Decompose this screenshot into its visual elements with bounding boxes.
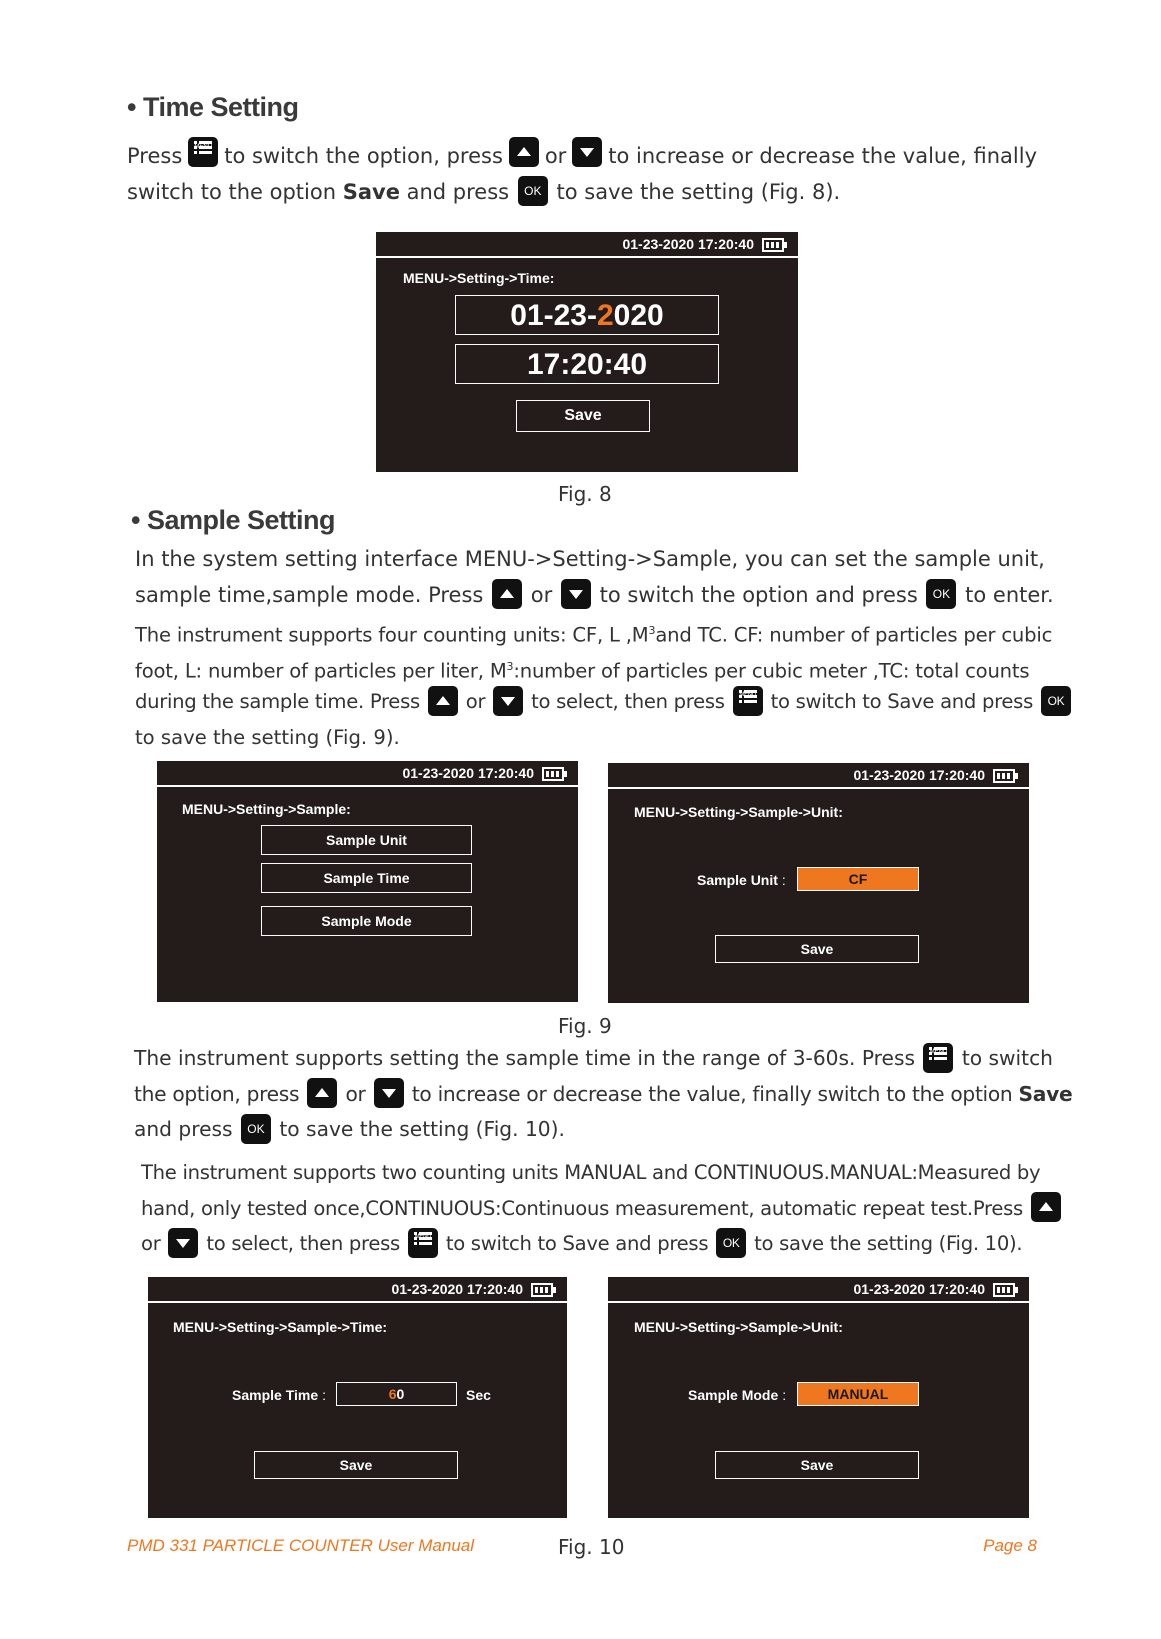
paragraph-line <box>134 1112 1046 1148</box>
sample-mode-paragraph <box>141 1155 1061 1262</box>
time-setting-paragraph <box>127 139 1037 210</box>
colon: : <box>322 1387 327 1403</box>
word: set <box>834 547 867 571</box>
text: to switch the option and press <box>599 582 918 607</box>
text: during the sample time. Press <box>135 690 420 713</box>
fig8-caption: Fig. 8 <box>558 482 612 506</box>
text: The instrument supports setting the sample time in the range of 3-60s. Press <box>134 1046 915 1070</box>
paragraph-line <box>135 613 1053 649</box>
text: to switch to Save and press <box>445 1232 709 1255</box>
down-arrow-key-icon <box>572 137 602 167</box>
battery-icon <box>993 769 1015 783</box>
sample-mode-label <box>688 1387 786 1403</box>
up-arrow-key-icon <box>509 137 539 167</box>
text: The instrument supports four counting units: CF, L ,M <box>135 623 649 647</box>
fig10-caption: Fig. 10 <box>558 1535 625 1559</box>
datetime: 01-23-2020 17:20:40 <box>402 765 534 781</box>
paragraph-line <box>127 139 1037 175</box>
sample-time-label <box>232 1387 326 1403</box>
menu-key-icon <box>923 1043 953 1073</box>
value-text: 0 <box>396 1386 405 1402</box>
menu-path: MENU->Setting->Sample->Unit: <box>634 804 843 820</box>
menu-path: MENU->Setting->Sample: <box>182 801 351 817</box>
text: to increase or decrease the value, finally <box>608 144 1037 168</box>
text: to switch <box>961 1046 1053 1070</box>
word: can <box>790 547 828 571</box>
text: the option, press <box>134 1081 300 1106</box>
date-text: 020 <box>613 299 664 332</box>
value-cursor-digit: 6 <box>388 1386 397 1402</box>
save-button: Save <box>516 400 650 432</box>
up-arrow-key-icon <box>307 1078 337 1108</box>
word: interface <box>364 547 459 571</box>
time-setting-heading: • Time Setting <box>127 92 299 122</box>
status-bar <box>376 232 798 258</box>
up-arrow-key-icon <box>1031 1192 1061 1222</box>
paragraph-line-justified <box>135 542 1045 578</box>
date-text: 01-23- <box>510 299 597 332</box>
status-bar <box>608 1277 1029 1303</box>
ok-key-icon: OK <box>518 176 548 206</box>
menu-key-label: MENU <box>929 1049 948 1055</box>
status-bar <box>148 1277 567 1303</box>
datetime: 01-23-2020 17:20:40 <box>853 767 985 783</box>
text: to switch to Save and press <box>770 690 1034 713</box>
date-field <box>455 295 719 335</box>
paragraph-line <box>135 684 1065 720</box>
menu-item-sample-time: Sample Time <box>261 863 472 893</box>
colon: : <box>781 872 786 888</box>
battery-icon <box>993 1283 1015 1297</box>
battery-icon <box>542 767 564 781</box>
menu-key-label: MENU <box>739 692 756 698</box>
word: unit, <box>997 547 1045 571</box>
word: system <box>202 547 279 571</box>
text: foot, L: number of particles per liter, M <box>135 659 507 683</box>
sample-setting-paragraph <box>135 542 1065 755</box>
label-text: Sample Time <box>232 1387 319 1403</box>
fig9a-screen <box>157 761 578 1002</box>
up-arrow-key-icon <box>492 579 522 609</box>
paragraph-line <box>141 1191 1061 1227</box>
menu-key-icon <box>188 137 218 167</box>
label-text: Sample Mode <box>688 1387 779 1403</box>
text: or <box>345 1081 366 1106</box>
text: and press <box>406 179 510 204</box>
time-field: 17:20:40 <box>455 344 719 384</box>
paragraph-line <box>134 1077 1073 1113</box>
fig10b-screen <box>608 1277 1029 1518</box>
text: or <box>141 1232 161 1255</box>
sample-time-paragraph <box>134 1041 1073 1148</box>
footer-page-number: Page 8 <box>983 1536 1037 1555</box>
menu-key-icon <box>733 686 763 716</box>
superscript: 3 <box>506 659 514 673</box>
menu-path: MENU->Setting->Sample->Unit: <box>634 1319 843 1335</box>
menu-path: MENU->Setting->Time: <box>403 270 555 286</box>
bold-text: Save <box>342 179 400 204</box>
sample-unit-label <box>697 872 786 888</box>
down-arrow-key-icon <box>561 579 591 609</box>
text: and press <box>134 1117 233 1141</box>
down-arrow-key-icon <box>168 1228 198 1258</box>
word: MENU->Setting->Sample, <box>464 547 739 571</box>
save-button: Save <box>715 935 919 963</box>
menu-key-label: MENU <box>194 143 213 150</box>
battery-icon <box>531 1283 553 1297</box>
unit-label: Sec <box>466 1387 491 1403</box>
text: Press <box>127 144 183 168</box>
ok-key-icon: OK <box>926 579 956 609</box>
paragraph-line: The instrument supports two counting units MANUAL and CONTINUOUS.MANUAL:Measured by <box>141 1161 1041 1184</box>
bold-text: Save <box>1018 1081 1073 1106</box>
text: to save the setting (Fig. 10). <box>754 1232 1023 1255</box>
up-arrow-key-icon <box>428 686 458 716</box>
text: or <box>544 144 567 168</box>
status-bar <box>157 761 578 787</box>
word: you <box>744 547 784 571</box>
text: switch to the option <box>127 179 337 204</box>
superscript: 3 <box>648 624 656 637</box>
sample-time-value <box>336 1382 457 1406</box>
datetime: 01-23-2020 17:20:40 <box>391 1281 523 1297</box>
fig10a-screen <box>148 1277 567 1518</box>
word: setting <box>284 547 358 571</box>
text: to select, then press <box>531 690 725 713</box>
colon: : <box>782 1387 787 1403</box>
menu-key-icon <box>408 1228 438 1258</box>
sample-mode-value: MANUAL <box>797 1382 919 1406</box>
battery-icon <box>762 238 784 252</box>
paragraph-line: to save the setting (Fig. 9). <box>135 725 400 749</box>
ok-key-icon: OK <box>716 1228 746 1258</box>
paragraph-line <box>134 1041 1053 1077</box>
word: sample <box>914 547 991 571</box>
word: In <box>135 547 155 571</box>
save-button: Save <box>715 1451 919 1479</box>
footer-manual-title: PMD 331 PARTICLE COUNTER User Manual <box>127 1536 475 1555</box>
datetime: 01-23-2020 17:20:40 <box>853 1281 985 1297</box>
text: or <box>530 582 553 607</box>
menu-key-label: MENU <box>414 1234 432 1240</box>
text: and TC. CF: number of particles per cubic <box>655 623 1053 647</box>
fig9-caption: Fig. 9 <box>558 1014 612 1038</box>
date-cursor-digit: 2 <box>596 299 614 332</box>
status-bar <box>608 763 1029 789</box>
text: :number of particles per cubic meter ,TC: total counts <box>513 659 1030 683</box>
down-arrow-key-icon <box>493 686 523 716</box>
paragraph-line <box>127 175 1037 211</box>
menu-path: MENU->Setting->Sample->Time: <box>173 1319 388 1335</box>
text: to save the setting (Fig. 8). <box>556 179 841 204</box>
datetime: 01-23-2020 17:20:40 <box>622 236 754 252</box>
text: sample time,sample mode. Press <box>135 582 484 607</box>
down-arrow-key-icon <box>374 1078 404 1108</box>
sample-setting-heading: • Sample Setting <box>131 505 336 535</box>
fig9b-screen <box>608 763 1029 1003</box>
menu-item-sample-mode: Sample Mode <box>261 906 472 936</box>
heading-text: Sample Setting <box>146 505 336 535</box>
paragraph-line <box>135 578 1054 614</box>
word: the <box>161 547 196 571</box>
sample-unit-value: CF <box>797 867 919 891</box>
text: to select, then press <box>206 1232 400 1255</box>
menu-item-sample-unit: Sample Unit <box>261 825 472 855</box>
ok-key-icon: OK <box>1041 686 1071 716</box>
fig8-screen <box>376 232 798 472</box>
ok-key-icon: OK <box>241 1114 271 1144</box>
text: or <box>465 690 486 713</box>
paragraph-line <box>135 649 1045 685</box>
heading-text: Time Setting <box>142 92 299 122</box>
text: hand, only tested once,CONTINUOUS:Continuous measurement, automatic repeat test.Press <box>141 1196 1023 1220</box>
save-button: Save <box>254 1451 458 1479</box>
text: to increase or decrease the value, finally switch to the option <box>411 1081 1013 1106</box>
text: to enter. <box>965 582 1054 607</box>
text: to switch the option, press <box>224 144 503 168</box>
paragraph-line <box>141 1226 1061 1262</box>
word: the <box>873 547 908 571</box>
label-text: Sample Unit <box>697 872 778 888</box>
text: to save the setting (Fig. 10). <box>279 1117 565 1141</box>
